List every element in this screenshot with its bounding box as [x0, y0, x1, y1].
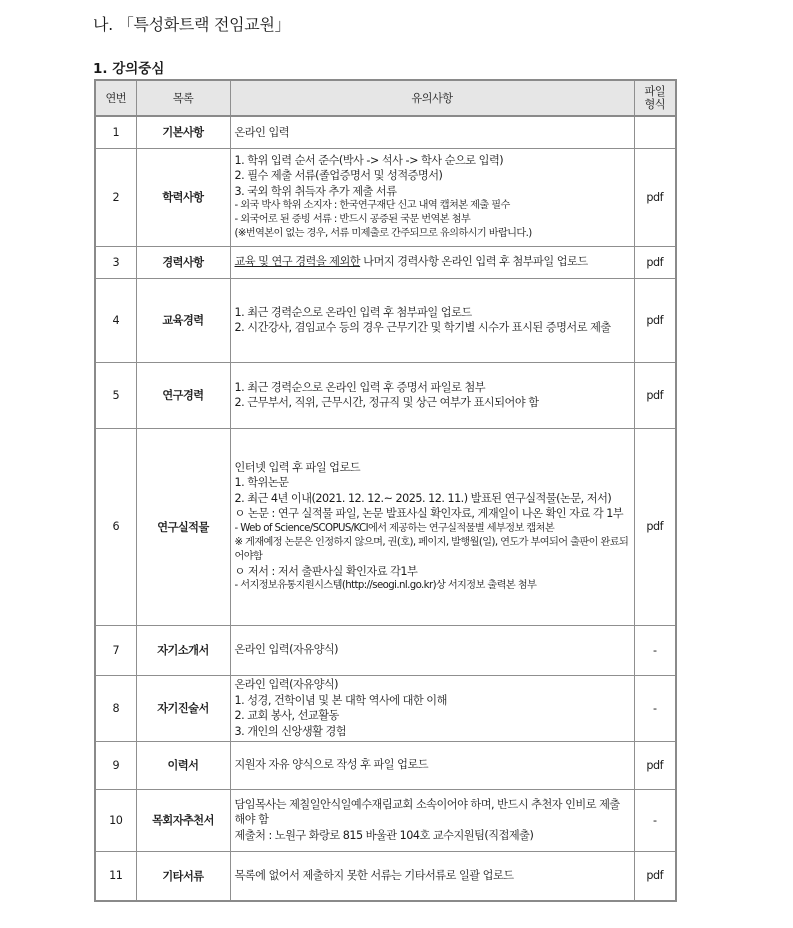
row-number: 4 [95, 278, 136, 362]
note-line: 2. 근무부서, 직위, 근무시간, 정규직 및 상근 여부가 표시되어야 함 [234, 396, 539, 409]
row-category: 자기소개서 [136, 625, 230, 675]
header-category: 목록 [136, 80, 230, 116]
note-line: 3. 개인의 신앙생활 경험 [234, 724, 347, 738]
table-row [95, 278, 676, 362]
row-number: 7 [95, 625, 136, 675]
note-line: 2. 교회 봉사, 선교활동 [234, 709, 339, 722]
row-file-format: - [634, 789, 676, 851]
note-line: 1. 최근 경력순으로 온라인 입력 후 증명서 파일로 첨부 [234, 380, 486, 394]
table-row [95, 362, 676, 428]
table-row [95, 625, 676, 675]
row-category: 목회자추천서 [136, 789, 230, 851]
note-line: - 외국어로 된 증빙 서류 : 반드시 공증된 국문 번역본 첨부 [234, 214, 471, 226]
row-notes [230, 741, 634, 789]
note-line: 2. 필수 제출 서류(졸업증명서 및 성적증명서) [234, 169, 443, 183]
row-notes [230, 851, 634, 901]
note-line: 1. 성경, 건학이념 및 본 대학 역사에 대한 이해 [234, 693, 447, 707]
note-line: - 외국 박사 학위 소지자 : 한국연구재단 신고 내역 캡쳐본 제출 필수 [234, 200, 510, 212]
header-notes: 유의사항 [230, 80, 634, 116]
row-number: 1 [95, 116, 136, 148]
note-line: 온라인 입력(자유양식) [234, 678, 339, 691]
row-category: 경력사항 [136, 246, 230, 278]
note-line: 2. 최근 4년 이내(2021. 12. 12.~ 2025. 12. 11.) 발표된 연구실적물(논문, 저서) [234, 491, 612, 505]
row-number: 9 [95, 741, 136, 789]
note-line: 1. 최근 경력순으로 온라인 입력 후 첨부파일 업로드 [234, 305, 472, 319]
table-row [95, 789, 676, 851]
note-text: 나머지 경력사항 온라인 입력 후 첨부파일 업로드 [360, 255, 588, 269]
table-row [95, 246, 676, 278]
row-notes [230, 148, 634, 246]
note-line: 인터넷 입력 후 파일 업로드 [234, 460, 361, 474]
note-line: 온라인 입력(자유양식) [234, 643, 339, 657]
table-row [95, 675, 676, 741]
header-format [634, 80, 676, 116]
table-row [95, 741, 676, 789]
note-line: 담임목사는 제칠일안식일예수재림교회 소속이어야 하며, 반드시 추천자 인비로 제출해야 함 [234, 797, 620, 827]
row-notes [230, 278, 634, 362]
row-category: 교육경력 [136, 278, 230, 362]
table-row [95, 148, 676, 246]
row-number: 8 [95, 675, 136, 741]
row-number: 5 [95, 362, 136, 428]
header-no: 연번 [95, 80, 136, 116]
row-file-format: - [634, 625, 676, 675]
row-category: 연구경력 [136, 362, 230, 428]
note-line: 온라인 입력 [234, 125, 290, 139]
note-line: ㅇ 논문 : 연구 실적물 파일, 논문 발표사실 확인자료, 게재일이 나온 확인 자료 각 1부 [234, 507, 624, 521]
row-file-format: pdf [634, 278, 676, 362]
row-category: 연구실적물 [136, 428, 230, 625]
row-notes [230, 362, 634, 428]
note-line [235, 254, 630, 270]
note-line: 2. 시간강사, 겸임교수 등의 경우 근무기간 및 학기별 시수가 표시된 증명서로 제출 [234, 321, 611, 334]
row-number: 3 [95, 246, 136, 278]
row-category: 자기진술서 [136, 675, 230, 741]
section-title: 나. 「특성화트랙 전임교원」 [93, 15, 291, 34]
note-line: ㅇ 저서 : 저서 출판사실 확인자료 각1부 [234, 564, 418, 578]
row-number: 6 [95, 428, 136, 625]
row-file-format: pdf [634, 428, 676, 625]
row-file-format [634, 116, 676, 148]
row-number: 11 [95, 851, 136, 901]
row-notes [230, 246, 634, 278]
header-format-line1: 파일 [644, 85, 666, 98]
note-line: 1. 학위 입력 순서 준수(박사 -> 석사 -> 학사 순으로 입력) [234, 153, 504, 167]
row-file-format: pdf [634, 362, 676, 428]
row-category: 이력서 [136, 741, 230, 789]
table-row [95, 116, 676, 148]
note-line: 목록에 없어서 제출하지 못한 서류는 기타서류로 일괄 업로드 [234, 869, 514, 882]
note-line: 지원자 자유 양식으로 작성 후 파일 업로드 [234, 758, 429, 772]
row-notes [230, 116, 634, 148]
row-number: 10 [95, 789, 136, 851]
row-number: 2 [95, 148, 136, 246]
table-header-row [95, 80, 676, 116]
row-category: 기타서류 [136, 851, 230, 901]
requirements-table [94, 79, 677, 902]
row-notes [230, 789, 634, 851]
note-line: 제출처 : 노원구 화랑로 815 바울관 104호 교수지원팀(직접제출) [234, 828, 534, 842]
row-file-format: pdf [634, 851, 676, 901]
row-file-format: pdf [634, 148, 676, 246]
row-file-format: pdf [634, 741, 676, 789]
row-category: 기본사항 [136, 116, 230, 148]
subsection-title: 1. 강의중심 [93, 61, 165, 77]
row-notes [230, 625, 634, 675]
header-format-line2: 형식 [644, 98, 666, 111]
row-notes [230, 428, 634, 625]
note-line: - 서지정보유통지원시스템(http://seogi.nl.go.kr)상 서지정보 출력본 첨부 [234, 580, 537, 592]
row-category: 학력사항 [136, 148, 230, 246]
row-notes [230, 675, 634, 741]
note-underlined-text: 교육 및 연구 경력을 제외한 [234, 255, 361, 269]
note-line: - Web of Science/SCOPUS/KCI에서 제공하는 연구실적물별 세부정보 캡쳐본 [234, 522, 555, 534]
note-line: 1. 학위논문 [234, 476, 289, 490]
note-line: (※번역본이 없는 경우, 서류 미제출로 간주되므로 유의하시기 바랍니다.) [234, 228, 532, 240]
table-row [95, 428, 676, 625]
note-line: 3. 국외 학위 취득자 추가 제출 서류 [234, 184, 397, 198]
note-line: ※ 게재예정 논문은 인정하지 않으며, 권(호), 페이지, 발행월(일), 연도가 부여되어 출판이 완료되어야함 [234, 536, 629, 562]
row-file-format: pdf [634, 246, 676, 278]
table-row [95, 851, 676, 901]
row-file-format: - [634, 675, 676, 741]
